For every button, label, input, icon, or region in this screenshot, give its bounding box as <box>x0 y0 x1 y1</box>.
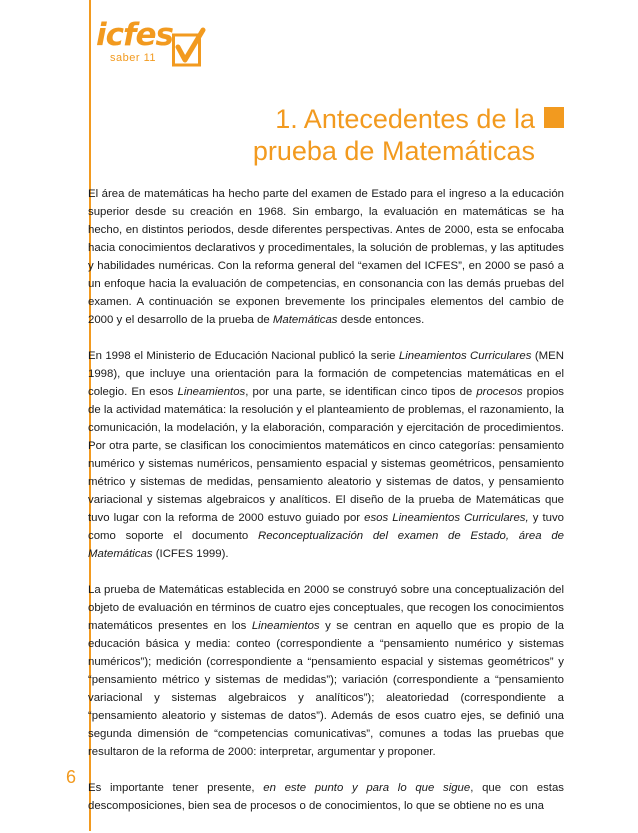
italic-text: Lineamientos <box>177 386 246 398</box>
text-run: propios de la actividad matemática: la resolución y el planteamiento de problemas, el razonamiento, la comunicación, la modelación, y la elaboración, comparación y ejercitación de procedimientos. Por otra parte, se clasifican los conocimientos matemáticos en cinco categorías: pensamiento numérico y sistemas numéricos, pensamiento espacial y sistemas geométricos, pensamiento métrico y sistemas de medidas, pensamiento aleatorio y sistemas de datos, y pensamiento variacional y sistemas algebraicos y analíticos. El diseño de la prueba de Matemáticas que tuvo lugar con la reforma de 2000 estuvo guiado por <box>88 386 564 524</box>
italic-text: Lineamientos Curriculares <box>398 350 532 362</box>
text-run: y tuvo como soporte el documento <box>88 512 564 542</box>
section-title-line-2: prueba de Matemáticas <box>252 136 535 166</box>
italic-text: procesos <box>476 386 523 398</box>
text-run: (ICFES 1999). <box>152 548 229 560</box>
text-run: desde entonces. <box>337 314 425 326</box>
page-number: 6 <box>66 767 77 787</box>
section-title-line-1: 1. Antecedentes de la <box>275 104 535 134</box>
body-text <box>88 185 564 833</box>
logo-wordmark: icfes <box>96 17 173 53</box>
text-run: En 1998 el Ministerio de Educación Nacional publicó la serie <box>88 350 399 362</box>
paragraph <box>88 347 564 563</box>
paragraph <box>88 581 564 761</box>
text-run: La prueba de Matemáticas establecida en 2000 se construyó sobre una conceptualización del objeto de evaluación en términos de cuatro ejes conceptuales, que recogen los conocimientos matemáticos presentes en los <box>88 584 564 632</box>
text-run: y se centran en aquello que es propio de la educación básica y media: conteo (correspondiente a “pensamiento numérico y sistemas numéricos”); medición (correspondiente a “pensamiento espacial y sistemas geométricos” y “pensamiento métrico y sistemas de medidas”); variación (correspondiente a “pensamiento variacional y sistemas algebraicos y analíticos”); aleatoriedad (correspondiente a “pensamiento aleatorio y sistemas de datos”). Además de esos cuatro ejes, se definió una segunda dimensión de “competencias comunicativas”, comunes a todas las pruebas que resultaron de la reforma de 2000: interpretar, argumentar y proponer. <box>88 620 564 758</box>
italic-text: en este punto y para lo que sigue <box>263 782 471 794</box>
italic-text: Reconceptualización del examen de Estado, área de Matemáticas <box>88 530 564 560</box>
checkmark-icon <box>172 27 206 71</box>
text-run: Es importante tener presente, <box>88 782 264 794</box>
section-marker-square <box>544 107 564 128</box>
paragraph <box>88 779 564 815</box>
icfes-logo <box>96 17 206 80</box>
paragraph <box>88 185 564 329</box>
text-run: , por una parte, se identifican cinco tipos de <box>245 386 477 398</box>
text-run: El área de matemáticas ha hecho parte del examen de Estado para el ingreso a la educación superior desde su creación en 1968. Sin embargo, la evaluación en matemáticas se ha hecho, en distintos periodos, desde diferentes perspectivas. Antes de 2000, esta se enfocaba hacia conocimientos declarativos y procedimentales, la solución de problemas, y las aptitudes y habilidades numéricas. Con la reforma general del “examen del ICFES”, en 2000 se pasó a un enfoque hacia la evaluación de competencias, en consonancia con las demás pruebas del examen. A continuación se exponen brevemente los principales elementos del cambio de 2000 y el desarrollo de la prueba de <box>88 188 564 326</box>
text-run: (MEN 1998), que incluye una orientación para la formación de competencias matemáticas en el colegio. En esos <box>88 350 564 398</box>
section-title <box>253 103 535 167</box>
text-run: , que con estas descomposiciones, bien sea de procesos o de conocimientos, lo que se obtiene no es una <box>88 782 564 812</box>
italic-text: Lineamientos <box>251 620 320 632</box>
italic-text: Matemáticas <box>272 314 338 326</box>
italic-text: esos Lineamientos Curriculares, <box>364 512 529 524</box>
logo-subtitle: saber 11 <box>110 52 156 64</box>
